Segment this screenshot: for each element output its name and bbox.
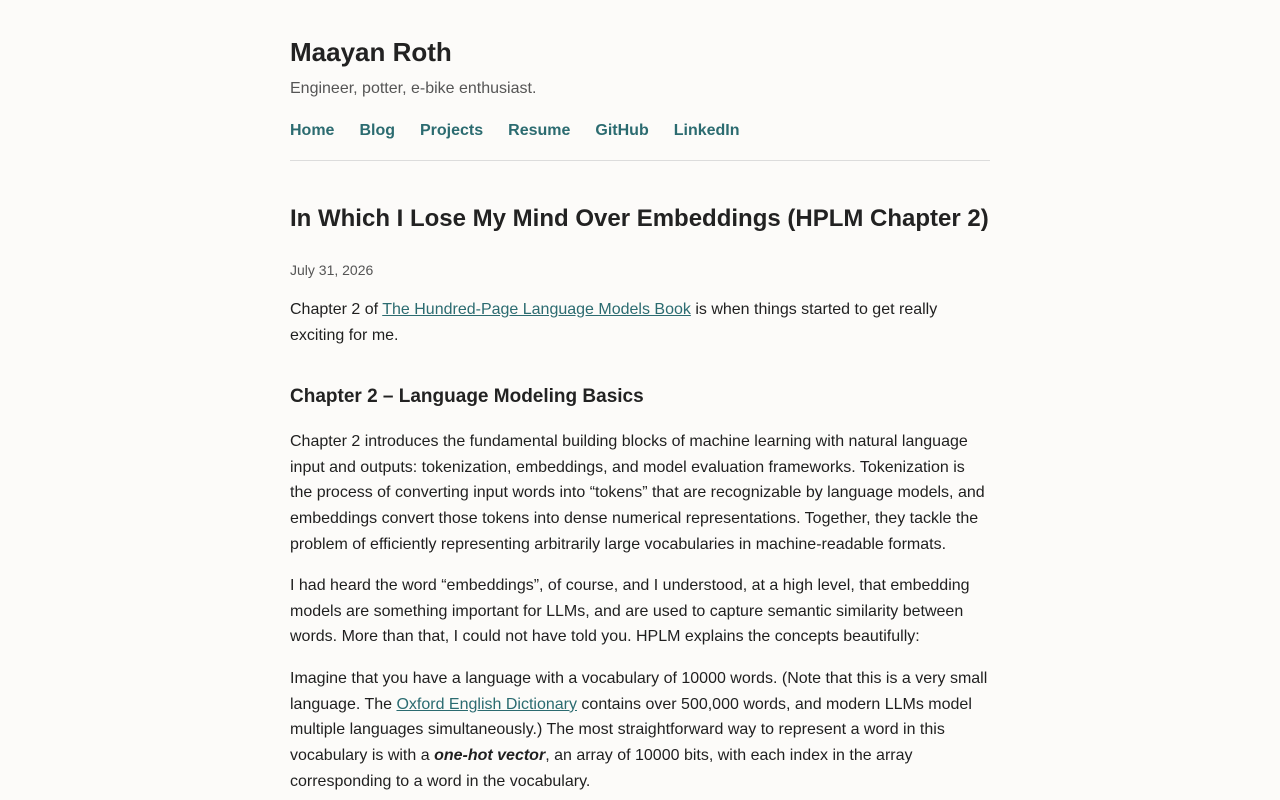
section-heading: Chapter 2 – Language Modeling Basics [290, 386, 644, 407]
post-date: July 31, 2026 [290, 262, 374, 278]
intro-paragraph [290, 297, 990, 348]
para3-text-3: , an array of 10000 bits, with each index in the array corresponding to a word in the vocabulary. [290, 747, 913, 790]
post-title: In Which I Lose My Mind Over Embeddings (HPLM Chapter 2) [290, 205, 989, 232]
site-title[interactable]: Maayan Roth [290, 37, 452, 67]
nav-blog[interactable]: Blog [359, 122, 395, 139]
body-paragraph-3 [290, 666, 990, 795]
header-divider [290, 160, 990, 161]
one-hot-vector-term: one-hot vector [434, 747, 546, 765]
nav-linkedin[interactable]: LinkedIn [673, 122, 740, 139]
para3-text-2: contains over 500,000 words, and modern LLMs model multiple languages simultaneously.) The most straightforward way to represent a word in this vocabulary is with a [290, 695, 972, 765]
nav-github[interactable]: GitHub [595, 122, 649, 139]
nav-resume[interactable]: Resume [508, 122, 571, 139]
site-tagline: Engineer, potter, e-bike enthusiast. [290, 80, 537, 97]
para3-text-1: Imagine that you have a language with a vocabulary of 10000 words. (Note that this is a very small language. The [290, 670, 988, 713]
main-nav [290, 121, 765, 141]
intro-text-after: is when things started to get really exciting for me. [290, 301, 938, 344]
intro-text-before: Chapter 2 of [290, 301, 383, 318]
nav-home[interactable]: Home [290, 122, 335, 139]
oed-link[interactable]: Oxford English Dictionary [396, 695, 577, 713]
book-link[interactable]: The Hundred-Page Language Models Book [382, 301, 691, 318]
nav-projects[interactable]: Projects [420, 122, 484, 139]
body-paragraph-1: Chapter 2 introduces the fundamental building blocks of machine learning with natural language input and outputs: tokenization, embeddings, and model evaluation frameworks. Tokenization is the process of converting input words into “tokens” that are recognizable by language models, and embeddings convert those tokens into dense numerical representations. Together, they tackle the problem of efficiently representing arbitrarily large vocabularies in machine-readable formats. [290, 433, 985, 553]
body-paragraph-2: I had heard the word “embeddings”, of course, and I understood, at a high level, that embedding models are something important for LLMs, and are used to capture semantic similarity between words. More than that, I could not have told you. HPLM explains the concepts beautifully: [290, 577, 970, 646]
